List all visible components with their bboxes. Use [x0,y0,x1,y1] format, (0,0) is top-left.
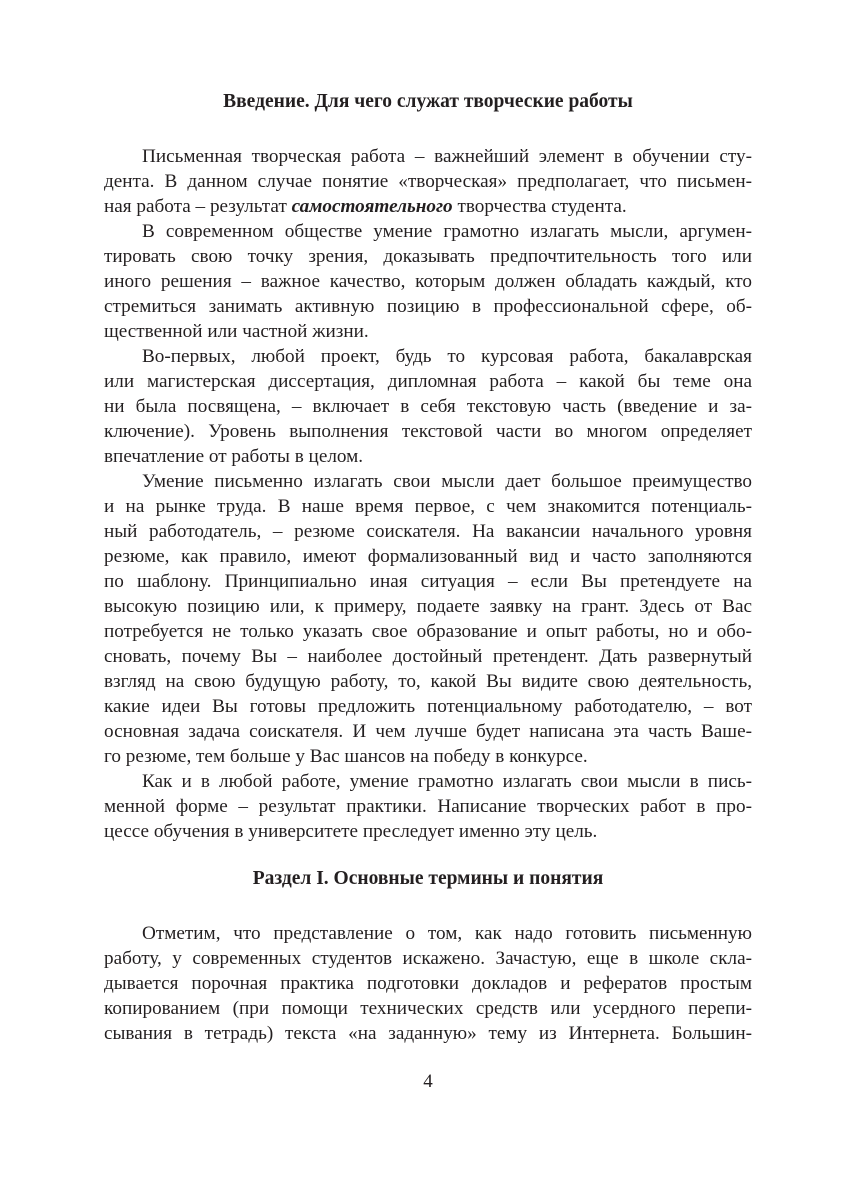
paragraph-line: впечатление от работы в целом. [104,446,364,467]
paragraph-line: ни была посвящена, – включает в себя текстовую часть (введение и за- [104,396,752,417]
paragraph-line [104,195,752,220]
paragraph-line: основная задача соискателя. И чем лучше будет написана эта часть Ваше- [104,721,752,742]
page-number: 4 [423,1071,433,1092]
paragraph-line: потребуется не только указать свое образование и опыт работы, но и обо- [104,621,752,642]
paragraph-line: высокую позицию или, к примеру, подаете заявку на грант. Здесь от Вас [104,596,752,617]
paragraph-line: щественной или частной жизни. [104,321,369,342]
paragraph-line: и на рынке труда. В наше время первое, с чем знакомится потенциаль- [104,496,752,517]
paragraph-line: дывается порочная практика подготовки докладов и рефератов простым [104,973,752,994]
paragraph-line: ключение). Уровень выполнения текстовой части во многом определяет [104,421,752,442]
paragraph-line: работу, у современных студентов искажено. Зачастую, еще в школе скла- [104,948,752,969]
emphasis-text: самостоятельного [291,196,453,217]
paragraph-line: взгляд на свою будущую работу, то, какой Вы видите свою деятельность, [104,671,752,692]
paragraph-line: Умение письменно излагать свои мысли дает большое преимущество [142,471,752,492]
text-fragment: творчества студента. [452,196,627,217]
section-heading: Раздел I. Основные термины и понятия [252,868,604,889]
paragraph-line: Письменная творческая работа – важнейший элемент в обучении сту- [142,146,752,167]
paragraph-line: копированием (при помощи технических средств или усердного перепи- [104,998,752,1019]
text-fragment: ная работа – результат [104,196,292,217]
paragraph-line: ный работодатель, – резюме соискателя. На вакансии начального уровня [104,521,752,542]
paragraph-line: иного решения – важное качество, которым должен обладать каждый, кто [104,271,752,292]
paragraph-line: цессе обучения в университете преследует именно эту цель. [104,821,598,842]
intro-heading: Введение. Для чего служат творческие работы [223,91,633,112]
paragraph-line: по шаблону. Принципиально иная ситуация – если Вы претендуете на [104,571,752,592]
paragraph-line: В современном обществе умение грамотно излагать мысли, аргумен- [142,221,752,242]
paragraph-line: менной форме – результат практики. Написание творческих работ в про- [104,796,752,817]
paragraph-line: тировать свою точку зрения, доказывать предпочтительность того или [104,246,752,267]
paragraph-line: Отметим, что представление о том, как надо готовить письменную [142,923,752,944]
paragraph-line: какие идеи Вы готовы предложить потенциальному работодателю, – вот [104,696,752,717]
paragraph-line: сновать, почему Вы – наиболее достойный претендент. Дать развернутый [104,646,752,667]
paragraph-line: го резюме, тем больше у Вас шансов на победу в конкурсе. [104,746,588,767]
paragraph-line: резюме, как правило, имеют формализованный вид и часто заполняются [104,546,752,567]
paragraph-line: Во-первых, любой проект, будь то курсовая работа, бакалаврская [142,346,752,367]
paragraph-line: сывания в тетрадь) текста «на заданную» тему из Интернета. Большин- [104,1023,752,1044]
paragraph-line: Как и в любой работе, умение грамотно излагать свои мысли в пись- [142,771,752,792]
paragraph-line: стремиться занимать активную позицию в профессиональной сфере, об- [104,296,752,317]
paragraph-line: или магистерская диссертация, дипломная работа – какой бы теме она [104,371,752,392]
paragraph-line: дента. В данном случае понятие «творческая» предполагает, что письмен- [104,171,752,192]
